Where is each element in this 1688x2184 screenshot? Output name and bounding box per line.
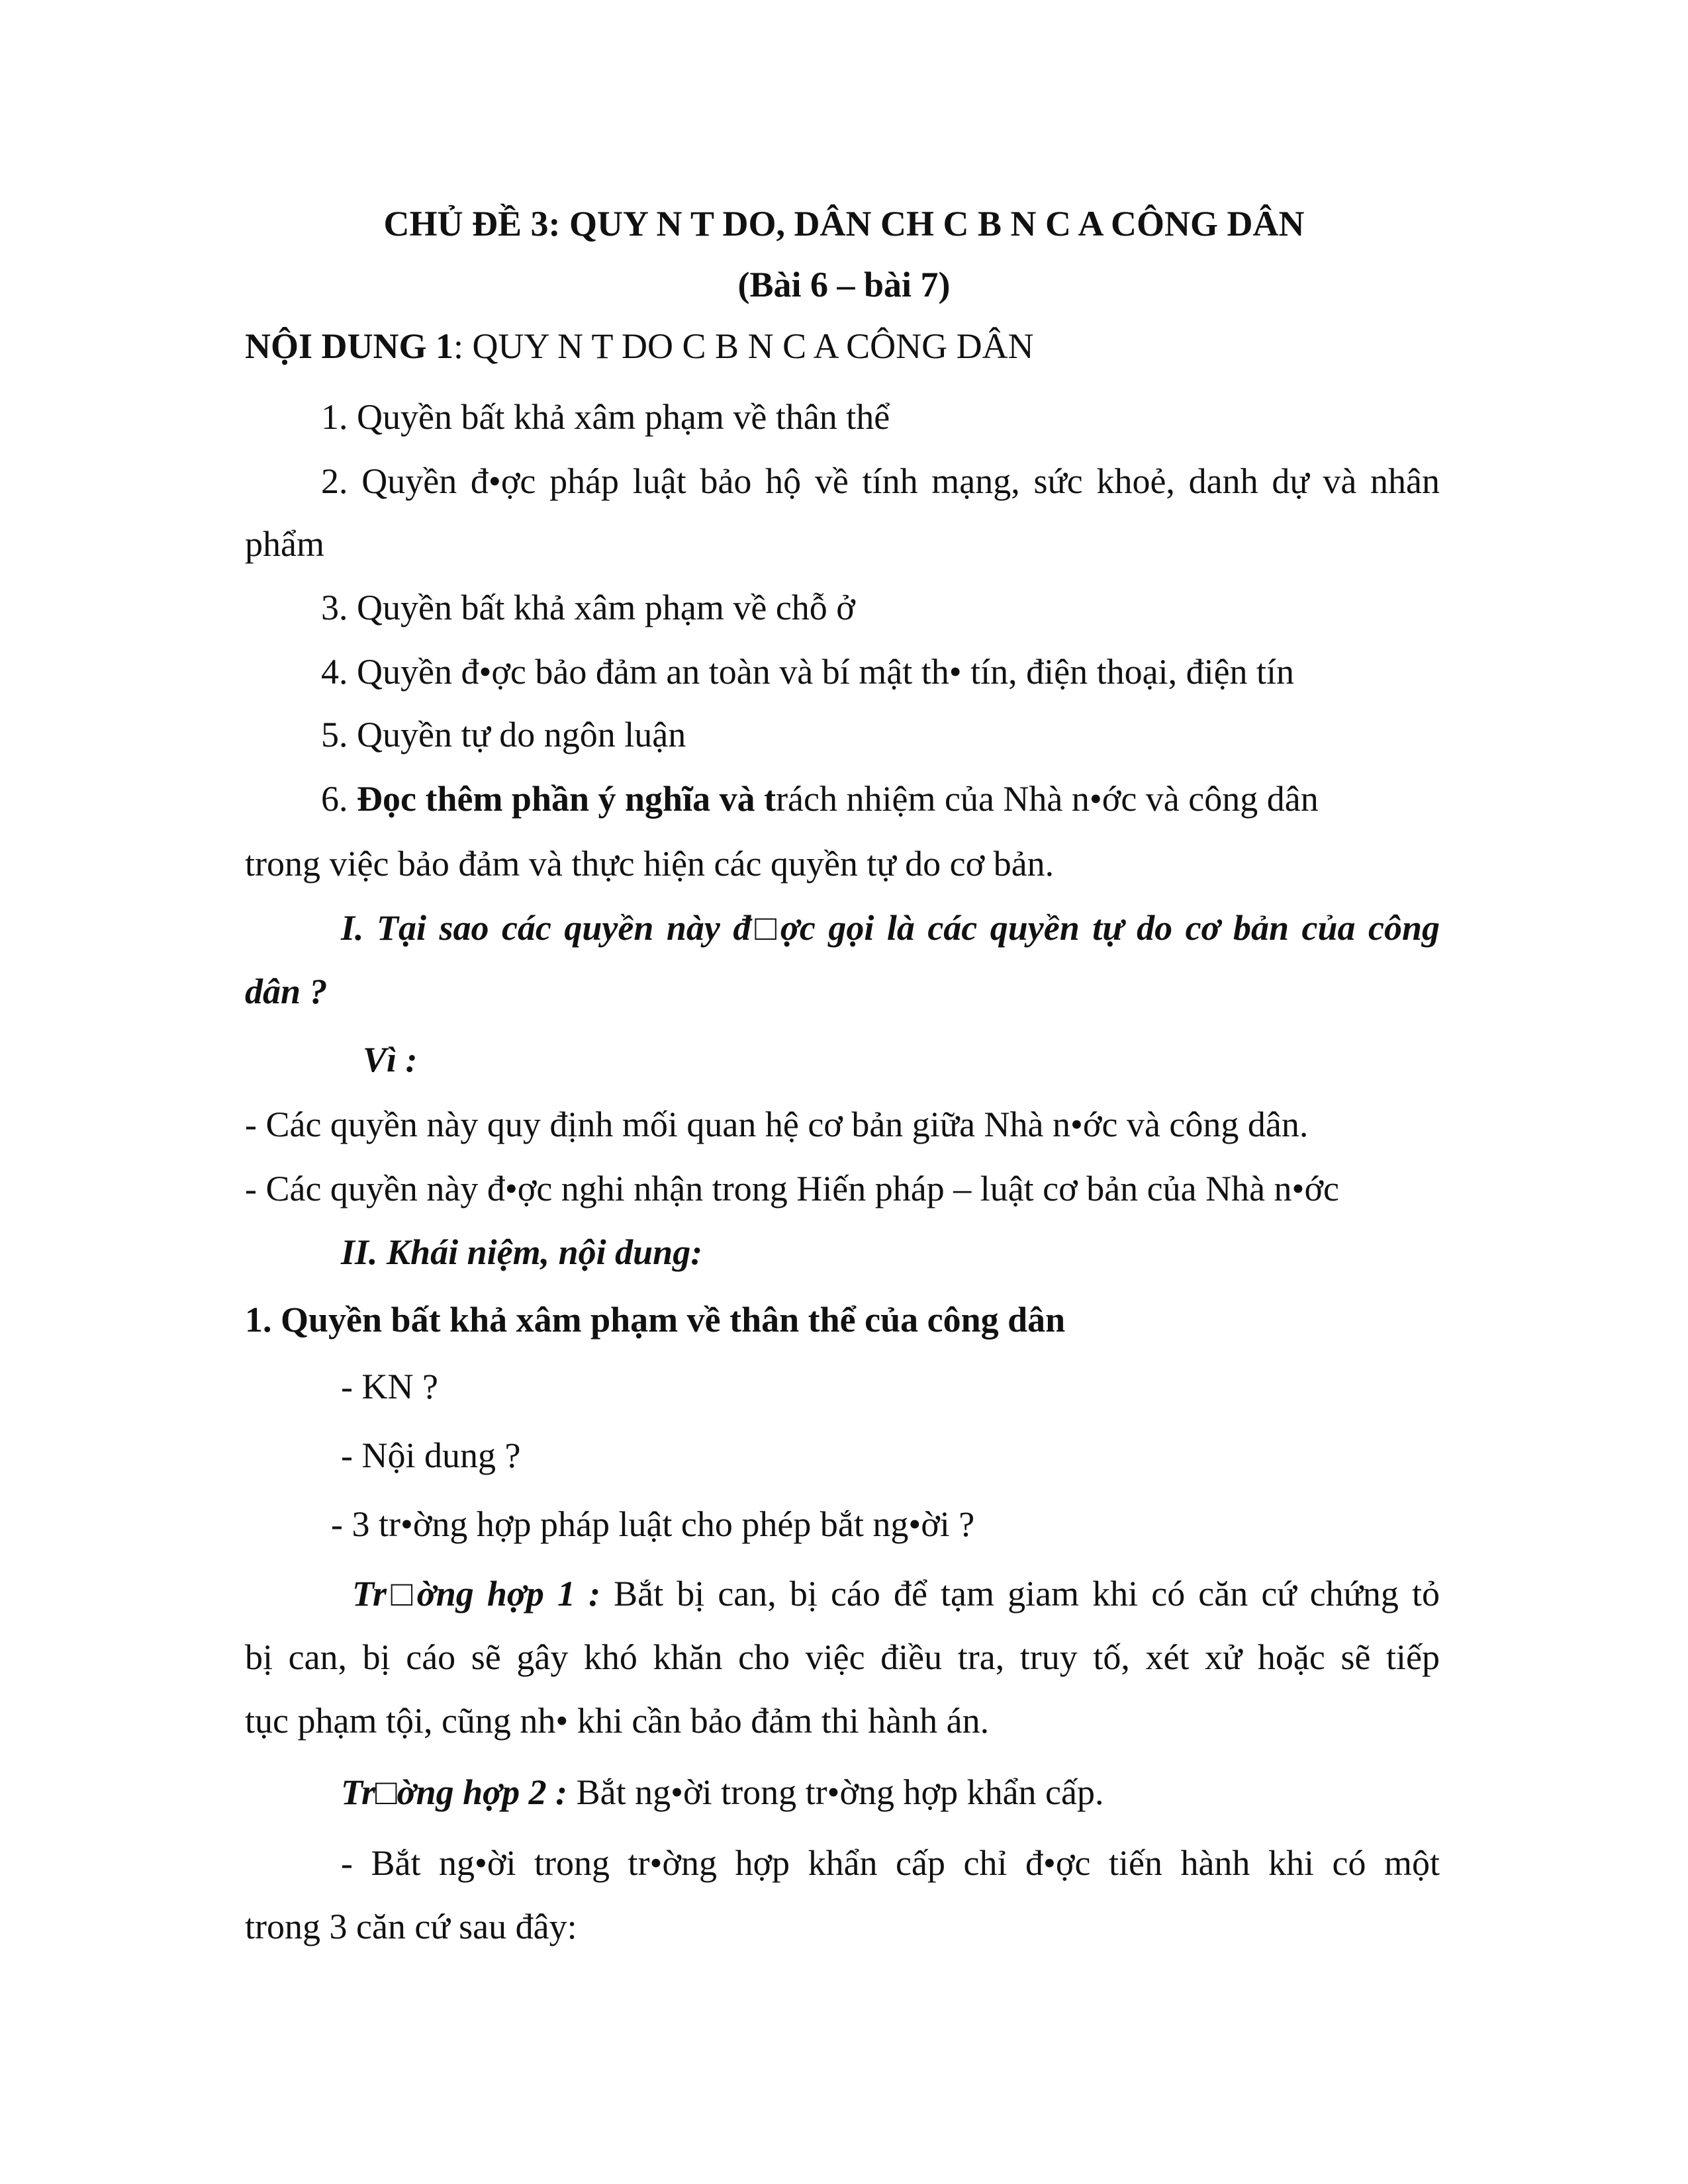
case-label: Tr□ờng hợp 1 :: [352, 1574, 601, 1614]
subsection-heading: 1. Quyền bất khả xâm phạm về thân thể của công dân: [245, 1300, 1066, 1340]
list-item: 4. Quyền đ•ợc bảo đảm an toàn và bí mật th• tín, điện thoại, điện tín: [321, 652, 1295, 692]
urgent-arrest-line: - Bắt ng•ời trong tr•ờng hợp khẩn cấp chỉ đ•ợc tiến hành khi có một: [341, 1843, 1440, 1883]
bullet-item: - KN ?: [341, 1367, 438, 1406]
section-label: NỘI DUNG 1: [245, 326, 454, 366]
heading-question: I. Tại sao các quyền này đ□ợc gọi là các quyền tự do cơ bản của công: [341, 908, 1440, 948]
list-item-text: rách nhiệm của Nhà n•ớc và công dân: [776, 779, 1319, 819]
list-item-number: 6.: [321, 779, 357, 819]
bullet-item: - Nội dung ?: [341, 1435, 521, 1475]
list-item-bold-text: Đọc thêm phần ý nghĩa và t: [357, 779, 776, 819]
list-item-continued: phẩm: [245, 524, 324, 564]
section-title: : QUY N T DO C B N C A CÔNG DÂN: [453, 326, 1034, 366]
case-2-line: [341, 1770, 1103, 1814]
list-item: 5. Quyền tự do ngôn luận: [321, 715, 686, 754]
bullet-item: - 3 tr•ờng hợp pháp luật cho phép bắt ng•ời ?: [331, 1504, 975, 1544]
case-1-continued: tục phạm tội, cũng nh• khi cần bảo đảm thi hành án.: [245, 1701, 990, 1741]
heading-question-continued: dân ?: [245, 972, 328, 1011]
reason-item: - Các quyền này đ•ợc nghi nhận trong Hiến pháp – luật cơ bản của Nhà n•ớc: [245, 1169, 1339, 1208]
case-text: Bắt ng•ời trong tr•ờng hợp khẩn cấp.: [567, 1772, 1104, 1812]
list-item: 1. Quyền bất khả xâm phạm về thân thể: [321, 397, 890, 437]
document-title: CHỦ ĐỀ 3: QUY N T DO, DÂN CH C B N C A CÔNG DÂN: [383, 204, 1305, 244]
list-item: 2. Quyền đ•ợc pháp luật bảo hộ về tính mạng, sức khoẻ, danh dự và nhân: [321, 461, 1440, 501]
case-text: Bắt bị can, bị cáo để tạm giam khi có căn cứ chứng tỏ: [600, 1574, 1440, 1614]
section-heading: [245, 324, 1034, 368]
answer-label: Vì :: [363, 1040, 418, 1079]
section-heading-ii: II. Khái niệm, nội dung:: [341, 1232, 703, 1272]
case-1-line: [352, 1572, 1440, 1615]
list-item: 3. Quyền bất khả xâm phạm về chỗ ở: [321, 588, 855, 627]
urgent-arrest-continued: trong 3 căn cứ sau đây:: [245, 1907, 577, 1946]
case-label: Tr□ờng hợp 2 :: [341, 1772, 568, 1812]
list-item-continued: trong việc bảo đảm và thực hiện các quyền tự do cơ bản.: [245, 844, 1055, 884]
reason-item: - Các quyền này quy định mối quan hệ cơ bản giữa Nhà n•ớc và công dân.: [245, 1105, 1309, 1144]
case-1-continued: bị can, bị cáo sẽ gây khó khăn cho việc điều tra, truy tố, xét xử hoặc sẽ tiếp: [245, 1637, 1440, 1677]
document-subtitle: (Bài 6 – bài 7): [737, 265, 951, 304]
list-item-6: [321, 777, 1319, 821]
